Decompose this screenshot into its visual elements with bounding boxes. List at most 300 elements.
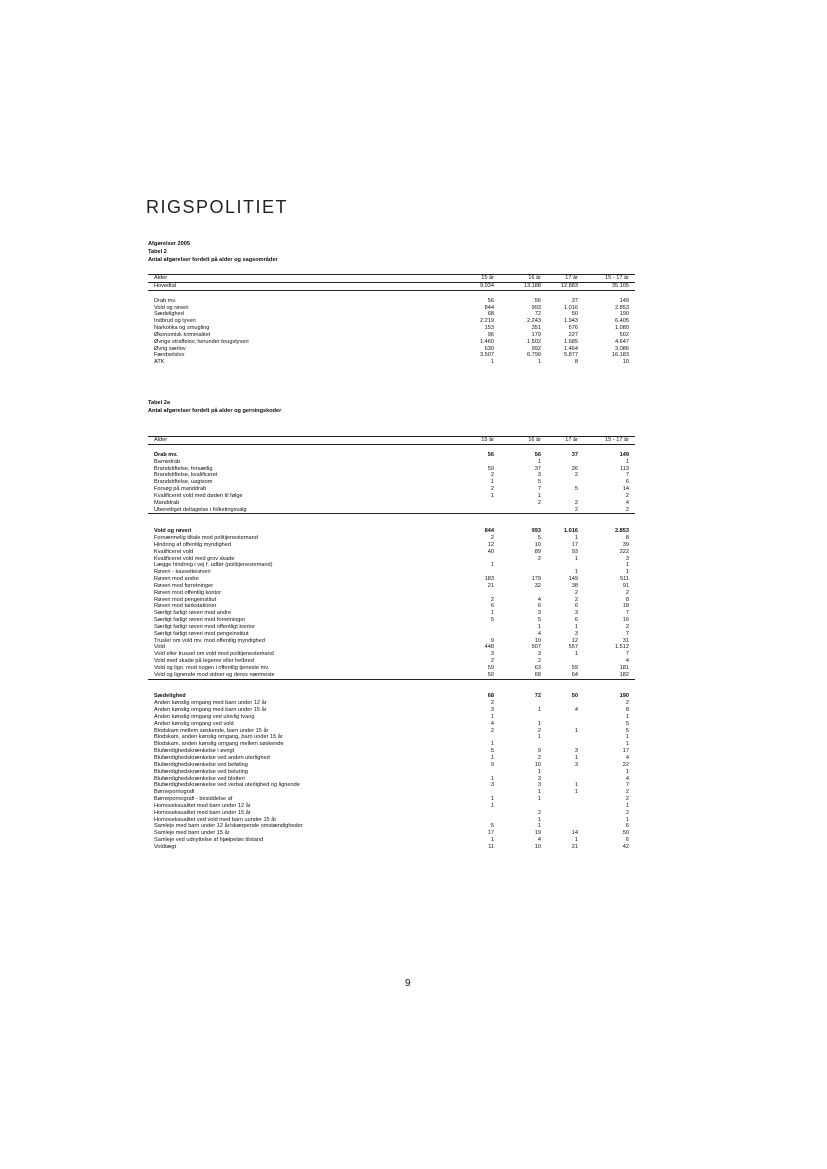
cell-16: 1 — [537, 816, 541, 823]
row-label: Kvalificeret vold med grov skade — [154, 555, 235, 562]
row-label: Vold og røveri — [154, 304, 189, 311]
cell-total: 2 — [625, 506, 629, 513]
cell-17: 50 — [571, 693, 578, 700]
column-header-16: 16 år — [528, 275, 541, 281]
cell-total: 7 — [625, 651, 629, 658]
row-label: Blufærdighedskrænkelse ved blotteri — [154, 775, 245, 782]
cell-17: 1.685 — [564, 338, 578, 345]
cell-17: 6 — [574, 603, 578, 610]
table-row — [148, 521, 635, 528]
cell-total: 2 — [625, 700, 629, 707]
cell-15: 1 — [490, 741, 494, 748]
table-row — [148, 638, 635, 645]
cell-total: 8 — [625, 707, 629, 714]
cell-17: 21 — [571, 843, 578, 850]
cell-total: 4 — [625, 775, 629, 782]
row-label: Særligt farligt røveri mod pengeinstitut — [154, 630, 249, 637]
cell-total: 5 — [625, 727, 629, 734]
cell-16: 3 — [537, 651, 541, 658]
cell-16: 5 — [537, 479, 541, 486]
cell-17: 1 — [574, 782, 578, 789]
cell-16: 179 — [531, 576, 541, 583]
cell-16: 13.188 — [523, 283, 541, 289]
cell-total: 149 — [619, 451, 629, 458]
cell-15: 1 — [490, 754, 494, 761]
row-label: Vold og lignende mod vidner og deres nærmeste — [154, 671, 275, 678]
table-row — [148, 776, 635, 783]
cell-total: 113 — [620, 465, 629, 472]
cell-16: 1 — [537, 768, 541, 775]
column-header-total: 15 - 17 år — [605, 275, 629, 281]
row-label: Homoseksualitet med barn under 12 år — [154, 802, 251, 809]
table-row — [148, 549, 635, 556]
table-2 — [148, 274, 635, 366]
row-label: Samleje med barn under 15 år — [154, 830, 230, 837]
row-label: Forsøg på manddrab — [154, 486, 207, 493]
cell-17: 3 — [574, 748, 578, 755]
row-label: Særligt farligt røveri mod offentligt kontor — [154, 623, 255, 630]
cell-17: 1 — [574, 534, 578, 541]
row-label: Trusler om vold mv. mod offentlig myndighed — [154, 637, 265, 644]
row-label: Børnepornografi - besiddelse af — [154, 796, 233, 803]
cell-16: 63 — [534, 665, 541, 671]
row-label: Indbrud og tyveri — [154, 318, 196, 325]
cell-total: 2 — [625, 809, 629, 816]
cell-total: 1 — [625, 458, 629, 465]
cell-15: 3.507 — [480, 352, 494, 359]
cell-15: 1 — [490, 775, 494, 782]
table-row — [148, 755, 635, 762]
cell-total: 4 — [625, 499, 629, 506]
cell-16: 32 — [534, 582, 541, 589]
cell-15: 2 — [490, 534, 494, 541]
row-label: Brandstiftelse, kvalificeret — [154, 472, 218, 479]
cell-17: 1 — [574, 555, 578, 562]
table-row — [148, 789, 635, 796]
table-row — [148, 680, 635, 687]
cell-16: 1 — [537, 492, 541, 499]
cell-17: 6 — [574, 617, 578, 624]
column-header-alder: Alder — [154, 437, 168, 443]
row-label: Blufærdighedskrænkelse ved beføling — [154, 761, 248, 768]
cell-total: 10 — [622, 359, 629, 366]
cell-17: 5 — [574, 486, 578, 493]
cell-16: 1.502 — [527, 338, 541, 345]
table-row — [148, 500, 635, 507]
table-row — [148, 631, 635, 638]
column-header-15: 15 år — [481, 275, 494, 281]
row-label: Brandstiftelse, uagtsom — [154, 479, 213, 486]
cell-15: 56 — [487, 451, 494, 458]
cell-16: 10 — [534, 637, 541, 644]
cell-total: 2.853 — [615, 528, 629, 535]
cell-17: 12 — [571, 637, 578, 644]
cell-16: 1 — [537, 734, 541, 741]
table-row — [148, 665, 635, 672]
cell-16: 68 — [534, 671, 541, 678]
cell-17: 38 — [571, 582, 578, 589]
cell-16: 6 — [537, 603, 541, 610]
cell-15: 1 — [490, 562, 494, 569]
cell-16: 7 — [537, 486, 541, 493]
row-label: Blufærdighedskrænkelse i øvrigt — [154, 748, 235, 755]
cell-total: 222 — [619, 548, 629, 555]
cell-15: 40 — [487, 548, 494, 555]
cell-17: 59 — [571, 665, 578, 671]
cell-17: 2 — [574, 596, 578, 603]
cell-15: 630 — [484, 345, 494, 352]
table-row — [148, 610, 635, 617]
table-row — [148, 762, 635, 769]
table-row — [148, 459, 635, 466]
table-number: Tabel 2 — [148, 249, 167, 255]
cell-16: 1 — [537, 789, 541, 796]
table-row — [148, 569, 635, 576]
table-row — [148, 346, 635, 353]
table-row — [148, 305, 635, 312]
table-row — [148, 479, 635, 486]
row-label: Homoseksualitet med barn under 15 år — [154, 809, 251, 816]
cell-15: 3 — [490, 651, 494, 658]
cell-16: 37 — [534, 465, 541, 472]
cell-total: 35.105 — [611, 283, 629, 289]
cell-17: 37 — [571, 451, 578, 458]
cell-17: 3 — [574, 630, 578, 637]
table-row — [148, 528, 635, 535]
table-row — [148, 658, 635, 665]
cell-15: 50 — [487, 465, 494, 472]
cell-16: 1 — [537, 823, 541, 830]
cell-15: 4 — [490, 720, 494, 727]
cell-17: 2 — [574, 506, 578, 513]
table-row — [148, 352, 635, 359]
cell-16: 10 — [534, 843, 541, 850]
row-label: Homoseksualitet ved vold med barn uunder 15 år — [154, 816, 277, 823]
cell-15: 1 — [490, 837, 494, 844]
column-header-total: 15 - 17 år — [605, 437, 629, 443]
row-label: Økonomisk kriminalitet — [154, 331, 211, 338]
cell-15: 2 — [490, 596, 494, 603]
row-label: ATK — [154, 359, 165, 366]
cell-total: 39 — [622, 541, 629, 548]
cell-16: 2 — [537, 727, 541, 734]
cell-total: 18 — [622, 603, 629, 610]
table-row — [148, 734, 635, 741]
table-row — [148, 445, 635, 452]
table-row — [148, 707, 635, 714]
cell-total: 4 — [625, 658, 629, 665]
table-row — [148, 583, 635, 590]
cell-total: 1 — [625, 713, 629, 720]
cell-16: 72 — [534, 693, 541, 700]
cell-16: 4 — [537, 630, 541, 637]
cell-total: 6 — [625, 837, 629, 844]
table-2a — [148, 436, 635, 851]
table-row — [148, 556, 635, 563]
table-row — [148, 359, 635, 366]
cell-15: 2 — [490, 472, 494, 479]
cell-15: 9 — [490, 761, 494, 768]
row-label: Barnedrab — [154, 458, 181, 465]
cell-total: 7 — [625, 610, 629, 617]
cell-17: 26 — [571, 465, 578, 472]
cell-16: 1 — [537, 458, 541, 465]
row-label: Røveri mod andre — [154, 576, 199, 583]
cell-total: 190 — [619, 311, 629, 318]
cell-total: 17 — [622, 748, 629, 755]
cell-15: 5 — [490, 748, 494, 755]
cell-15: 183 — [484, 576, 494, 583]
row-label: Børnepornografi — [154, 789, 195, 796]
table-row — [148, 617, 635, 624]
row-label: Manddrab — [154, 499, 180, 506]
table-row — [148, 493, 635, 500]
row-label: Samleje ved udnyttelse af hjælpeløs tilstand — [154, 837, 264, 844]
cell-17: 1.943 — [564, 318, 578, 325]
row-label: Blufærdighedskrænkelse ved beluring — [154, 768, 248, 775]
row-label: Røveri mod forretninger — [154, 582, 214, 589]
cell-17: 1 — [574, 837, 578, 844]
row-label: Røveri mod pengeinstitut — [154, 596, 217, 603]
cell-15: 3 — [490, 707, 494, 714]
cell-15: 1 — [490, 610, 494, 617]
cell-17: 8 — [574, 359, 578, 366]
row-label: Blodskam, anden kønslig omgang, barn under 15 år — [154, 734, 283, 741]
cell-16: 89 — [534, 548, 541, 555]
cell-15: 1 — [490, 713, 494, 720]
cell-16: 2.243 — [527, 318, 541, 325]
row-label: Vold og lign. mod nogen i offentlig tjeneste mv. — [154, 665, 270, 671]
table-row — [148, 590, 635, 597]
table-row — [148, 603, 635, 610]
row-label: Anden kønslig omgang ved vold — [154, 720, 234, 727]
table-row — [148, 810, 635, 817]
cell-16: 3 — [537, 610, 541, 617]
table-row — [148, 576, 635, 583]
cell-16: 507 — [531, 644, 541, 651]
cell-17: 14 — [571, 830, 578, 837]
cell-total: 2 — [625, 623, 629, 630]
table-row — [148, 672, 635, 680]
cell-16: 351 — [531, 325, 541, 332]
row-label: Hindring af offentlig myndighed — [154, 541, 232, 548]
row-label: Vold eller trussel om vold mod politijenestemand — [154, 651, 274, 658]
row-label: Kvalificeret vold — [154, 548, 194, 555]
cell-16: 56 — [534, 451, 541, 458]
cell-15: 59 — [487, 665, 494, 671]
cell-15: 1 — [490, 802, 494, 809]
table-row — [148, 507, 635, 515]
cell-17: 1 — [574, 623, 578, 630]
cell-total: 91 — [622, 582, 629, 589]
cell-17: 4 — [574, 707, 578, 714]
cell-16: 993 — [531, 528, 541, 535]
cell-17: 2 — [574, 499, 578, 506]
table-row — [148, 542, 635, 549]
cell-15: 1 — [490, 359, 494, 366]
cell-15: 1 — [490, 796, 494, 803]
row-label: Røveri mod offentlig kontor — [154, 589, 222, 596]
cell-16: 1 — [537, 707, 541, 714]
cell-total: 5 — [625, 720, 629, 727]
cell-15: 1.460 — [480, 338, 494, 345]
table-row — [148, 291, 635, 298]
cell-total: 14 — [622, 486, 629, 493]
cell-total: 1 — [625, 768, 629, 775]
logo: RIGSPOLITIET — [146, 197, 289, 217]
column-header-16: 16 år — [528, 437, 541, 443]
cell-15: 2 — [490, 727, 494, 734]
cell-16: 992 — [531, 345, 541, 352]
cell-15: 2.219 — [480, 318, 494, 325]
table-2a-heading — [148, 399, 281, 415]
cell-17: 37 — [571, 297, 578, 304]
row-label: Kvalificeret vold med døden til følge — [154, 492, 243, 499]
cell-total: 8 — [625, 534, 629, 541]
row-label: Narkotika og smugling — [154, 325, 210, 332]
table-row — [148, 466, 635, 473]
cell-15: 1 — [490, 479, 494, 486]
cell-15: 448 — [484, 644, 494, 651]
cell-15: 5 — [490, 823, 494, 830]
column-header-alder: Alder — [154, 275, 168, 281]
cell-17: 93 — [571, 548, 578, 555]
row-label: Drab mv. — [154, 451, 178, 458]
row-label: Færdselslov — [154, 352, 185, 359]
row-label: Blodskam mellem søskende, barn under 15 år — [154, 727, 269, 734]
cell-17: 1 — [574, 651, 578, 658]
cell-16: 993 — [531, 304, 541, 311]
cell-15: 9.034 — [480, 283, 494, 289]
cell-15: 2 — [490, 486, 494, 493]
cell-16: 3 — [537, 782, 541, 789]
cell-16: 9 — [537, 748, 541, 755]
cell-16: 2 — [537, 754, 541, 761]
cell-16: 2 — [537, 555, 541, 562]
row-label: Vold med skade på legeme eller helbred — [154, 658, 254, 665]
cell-total: 2 — [625, 589, 629, 596]
cell-total: 3 — [625, 555, 629, 562]
table-row — [148, 298, 635, 305]
cell-total: 149 — [619, 297, 629, 304]
cell-16: 10 — [534, 761, 541, 768]
table-number: Tabel 2a — [148, 400, 170, 406]
cell-16: 3 — [537, 472, 541, 479]
row-label: Fornærmelig tiltale mod politijenestemand — [154, 534, 258, 541]
cell-total: 502 — [619, 331, 629, 338]
cell-16: 1 — [537, 796, 541, 803]
table-row — [148, 318, 635, 325]
row-label: Røveri - kassetterøveri — [154, 569, 211, 576]
cell-16: 4 — [537, 837, 541, 844]
table-header — [148, 436, 635, 445]
table-row — [148, 339, 635, 346]
cell-15: 17 — [487, 830, 494, 837]
cell-17: 12.883 — [560, 283, 578, 289]
row-label: Anden kønslig omgang ved ulovlig tvang — [154, 713, 255, 720]
cell-total: 7 — [625, 782, 629, 789]
cell-total: 22 — [622, 761, 629, 768]
cell-total: 7 — [625, 472, 629, 479]
row-label: Anden kønslig omgang med barn under 15 år — [154, 707, 267, 714]
cell-16: 19 — [534, 830, 541, 837]
table-row — [148, 844, 635, 851]
cell-15: 2 — [490, 700, 494, 707]
table-row — [148, 624, 635, 631]
cell-15: 96 — [487, 331, 494, 338]
cell-17: 1.464 — [564, 345, 578, 352]
table-title: Antal afgørelser fordelt på alder og gerningskoder — [148, 408, 282, 414]
cell-15: 50 — [487, 671, 494, 678]
table-row — [148, 535, 635, 542]
cell-15: 11 — [488, 843, 494, 850]
cell-total: 2.853 — [615, 304, 629, 311]
cell-15: 68 — [487, 693, 494, 700]
cell-16: 179 — [531, 331, 541, 338]
cell-total: 50 — [622, 830, 629, 837]
cell-total: 1 — [625, 802, 629, 809]
cell-15: 5 — [490, 617, 494, 624]
cell-16: 1 — [537, 359, 541, 366]
row-label: Røveri mod tankstationer — [154, 603, 217, 610]
cell-17: 17 — [571, 541, 578, 548]
row-label: Uberettiget deltagelse i folketingsvalg — [154, 506, 247, 513]
table-row — [148, 597, 635, 604]
cell-15: 12 — [487, 541, 494, 548]
row-label: Blufærdighedskrænkelse ved anden uterlighed — [154, 754, 270, 761]
cell-16: 5 — [537, 617, 541, 624]
cell-17: 5.877 — [564, 352, 578, 359]
column-header-17: 17 år — [565, 437, 578, 443]
cell-total: 1.080 — [615, 325, 629, 332]
cell-16: 1 — [537, 623, 541, 630]
cell-16: 3 — [537, 775, 541, 782]
cell-17: 227 — [568, 331, 578, 338]
cell-16: 1 — [537, 720, 541, 727]
cell-total: 6 — [625, 823, 629, 830]
cell-17: 1.016 — [564, 304, 578, 311]
cell-total: 1 — [625, 734, 629, 741]
table-body — [148, 283, 635, 366]
cell-17: 3 — [574, 610, 578, 617]
cell-17: 149 — [568, 576, 578, 583]
cell-total: 4.647 — [615, 338, 629, 345]
row-label: Hovedtal — [154, 283, 177, 289]
table-row — [148, 796, 635, 803]
cell-15: 153 — [484, 325, 494, 332]
row-label: Brandstiftelse, forsætlig — [154, 465, 213, 472]
cell-total: 42 — [622, 843, 629, 850]
cell-16: 2 — [537, 658, 541, 665]
cell-15: 21 — [487, 582, 494, 589]
table-row — [148, 332, 635, 339]
cell-16: 2 — [537, 499, 541, 506]
cell-15: 56 — [487, 297, 494, 304]
cell-total: 4 — [625, 754, 629, 761]
table-row — [148, 486, 635, 493]
table-body — [148, 445, 635, 851]
table-row — [148, 311, 635, 318]
table-row — [148, 472, 635, 479]
cell-total: 190 — [619, 693, 629, 700]
table-header — [148, 274, 635, 283]
cell-total: 1 — [625, 569, 629, 576]
table-row — [148, 830, 635, 837]
table-row — [148, 687, 635, 694]
table-row — [148, 741, 635, 748]
cell-total: 7 — [625, 630, 629, 637]
cell-total: 16.183 — [611, 352, 629, 359]
